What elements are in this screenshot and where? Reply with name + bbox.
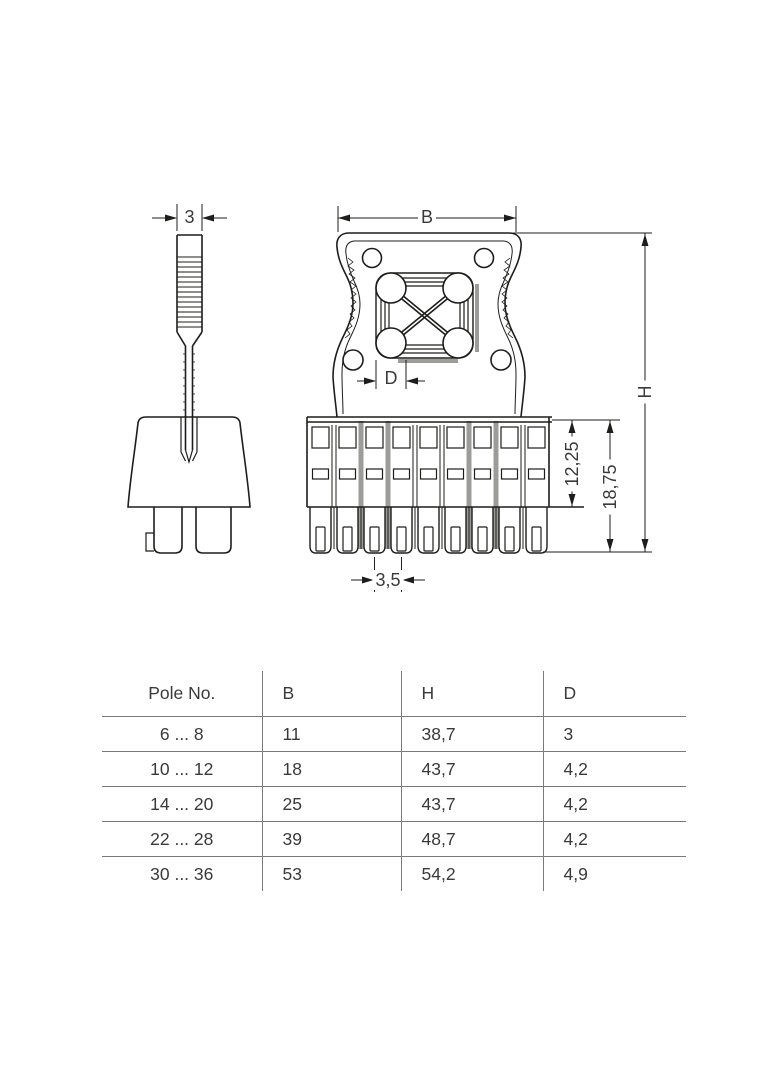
dim-label-housing-depth: 12,25 [562, 436, 582, 491]
dim-label-pole-pitch: 3,5 [372, 570, 403, 590]
dim-label-blade-width: 3 [181, 207, 197, 227]
cell-h: 48,7 [401, 822, 543, 857]
cell-h: 38,7 [401, 717, 543, 752]
cell-d: 4,9 [543, 857, 686, 892]
cell-d: 4,2 [543, 752, 686, 787]
col-header-b: B [262, 671, 401, 717]
dimension-table [102, 671, 686, 891]
side-view-drawing [128, 204, 250, 553]
cell-b: 53 [262, 857, 401, 892]
cell-h: 43,7 [401, 787, 543, 822]
cell-pole-range: 14 ... 20 [102, 787, 262, 822]
table-row [102, 822, 686, 857]
front-view-drawing [307, 417, 584, 553]
dim-label-diameter-d: D [382, 368, 401, 388]
cell-pole-range: 6 ... 8 [102, 717, 262, 752]
cell-b: 25 [262, 787, 401, 822]
cell-pole-range: 30 ... 36 [102, 857, 262, 892]
top-view-drawing [333, 233, 525, 417]
dim-label-width-b: B [418, 207, 436, 227]
cell-d: 3 [543, 717, 686, 752]
dim-label-height-h: H [635, 381, 655, 404]
col-header-pole-no: Pole No. [102, 671, 262, 717]
dim-label-total-depth: 18,75 [600, 459, 620, 514]
table-header-row [102, 671, 686, 717]
cell-b: 11 [262, 717, 401, 752]
cell-pole-range: 10 ... 12 [102, 752, 262, 787]
cell-h: 43,7 [401, 752, 543, 787]
cell-h: 54,2 [401, 857, 543, 892]
table-row [102, 787, 686, 822]
cell-b: 18 [262, 752, 401, 787]
table-row [102, 717, 686, 752]
cell-d: 4,2 [543, 822, 686, 857]
col-header-h: H [401, 671, 543, 717]
table-row [102, 857, 686, 892]
cell-b: 39 [262, 822, 401, 857]
cell-d: 4,2 [543, 787, 686, 822]
cell-pole-range: 22 ... 28 [102, 822, 262, 857]
table-row [102, 752, 686, 787]
col-header-d: D [543, 671, 686, 717]
